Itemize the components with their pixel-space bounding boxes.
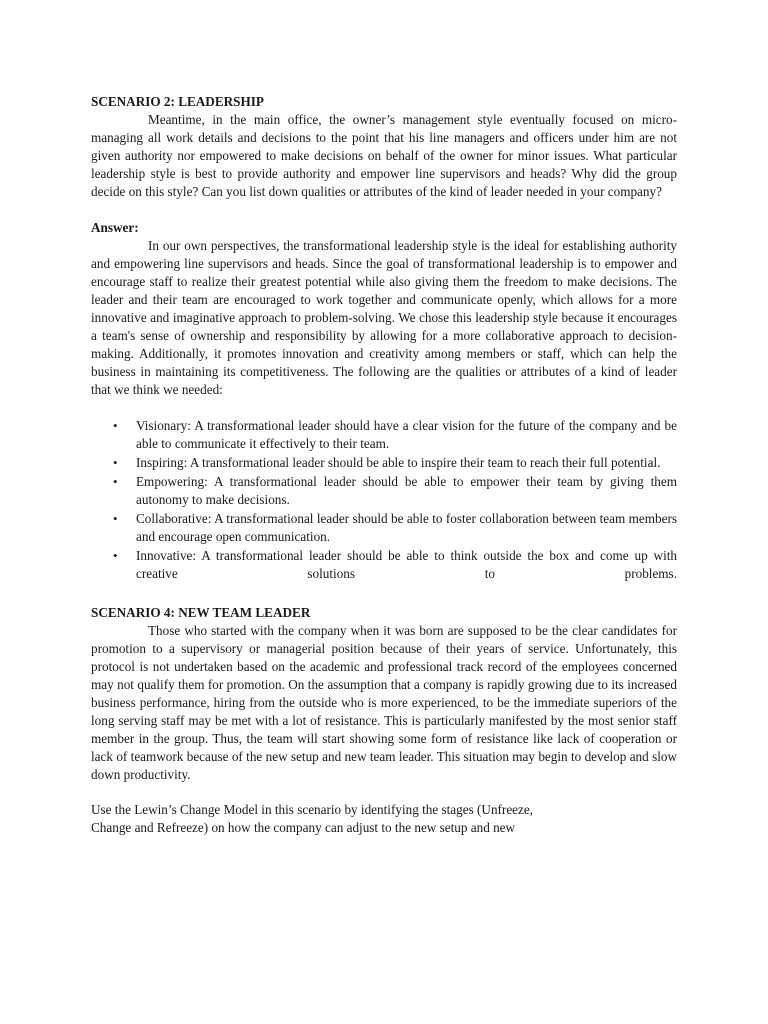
quality-text: Visionary: A transformational leader should have a clear vision for the future of the company and be able to communicate it effectively to their team. bbox=[136, 418, 677, 451]
bullet-icon: • bbox=[113, 548, 118, 563]
bullet-icon: • bbox=[113, 474, 118, 489]
bullet-icon: • bbox=[113, 418, 118, 433]
answer-paragraph: In our own perspectives, the transformational leadership style is the ideal for establishing authority and empowering line supervisors and heads. Since the goal of transformational leadership is to empower and encourage staff to realize their greatest potential while also giving them the freedom to make decisions. The leader and their team are encouraged to work together and communicate openly, which allows for a more innovative and imaginative approach to problem-solving. We chose this leadership style because it encourages a team's sense of ownership and responsibility by allowing for a more collaborative approach to decision-making. Additionally, it promotes innovation and creativity among members or staff, which can help the business in maintaining its competitiveness. The following are the qualities or attributes of a kind of leader that we think we needed: bbox=[91, 238, 677, 397]
scenario-4-instruction-line-1: Use the Lewin’s Change Model in this scenario by identifying the stages (Unfreeze, bbox=[91, 802, 534, 817]
list-item bbox=[91, 547, 677, 583]
list-item bbox=[91, 473, 677, 509]
scenario-4-heading: SCENARIO 4: NEW TEAM LEADER bbox=[91, 605, 311, 620]
bullet-icon: • bbox=[113, 455, 118, 470]
document-page bbox=[91, 93, 677, 837]
qualities-list bbox=[91, 417, 677, 583]
quality-text: Empowering: A transformational leader should be able to empower their team by giving them autonomy to make decisions. bbox=[136, 474, 677, 507]
quality-text: Collaborative: A transformational leader should be able to foster collaboration between team members and encourage open communication. bbox=[136, 511, 677, 544]
spacer bbox=[91, 399, 677, 417]
quality-text: Inspiring: A transformational leader should be able to inspire their team to reach their full potential. bbox=[136, 455, 661, 470]
list-item bbox=[91, 454, 677, 472]
scenario-4-body: Those who started with the company when it was born are supposed to be the clear candidates for promotion to a supervisory or managerial position because of their years of service. Unfortunately, this protocol is not undertaken based on the academic and professional track record of the employees concerned may not qualify them for promotion. On the assumption that a company is rapidly growing due to its increased business performance, hiring from the outside who is more experienced, to be the immediate superiors of the long serving staff may be met with a lot of resistance. This is particularly manifested by the most senior staff member in the group. Thus, the team will start showing some form of resistance like lack of cooperation or lack of teamwork because of the new setup and new team leader. This situation may begin to develop and slow down productivity. bbox=[91, 623, 677, 782]
answer-label: Answer: bbox=[91, 220, 139, 235]
scenario-2-heading: SCENARIO 2: LEADERSHIP bbox=[91, 94, 264, 109]
scenario-2-question: Meantime, in the main office, the owner’s management style eventually focused on micro-managing all work details and decisions to the point that his line managers and officers under him are not given authority nor empowered to make decisions on behalf of the owner for minor issues. What particular leadership style is best to provide authority and empower line supervisors and heads? Why did the group decide on this style? Can you list down qualities or attributes of the kind of leader needed in your company? bbox=[91, 112, 677, 199]
scenario-4-instruction-line-2: Change and Refreeze) on how the company can adjust to the new setup and new bbox=[91, 820, 516, 835]
bullet-icon: • bbox=[113, 511, 118, 526]
spacer bbox=[91, 584, 677, 604]
spacer bbox=[91, 784, 677, 801]
list-item bbox=[91, 510, 677, 546]
spacer bbox=[91, 201, 677, 219]
quality-text: Innovative: A transformational leader should be able to think outside the box and come up with creative solutions to problems. bbox=[136, 548, 677, 581]
list-item bbox=[91, 417, 677, 453]
